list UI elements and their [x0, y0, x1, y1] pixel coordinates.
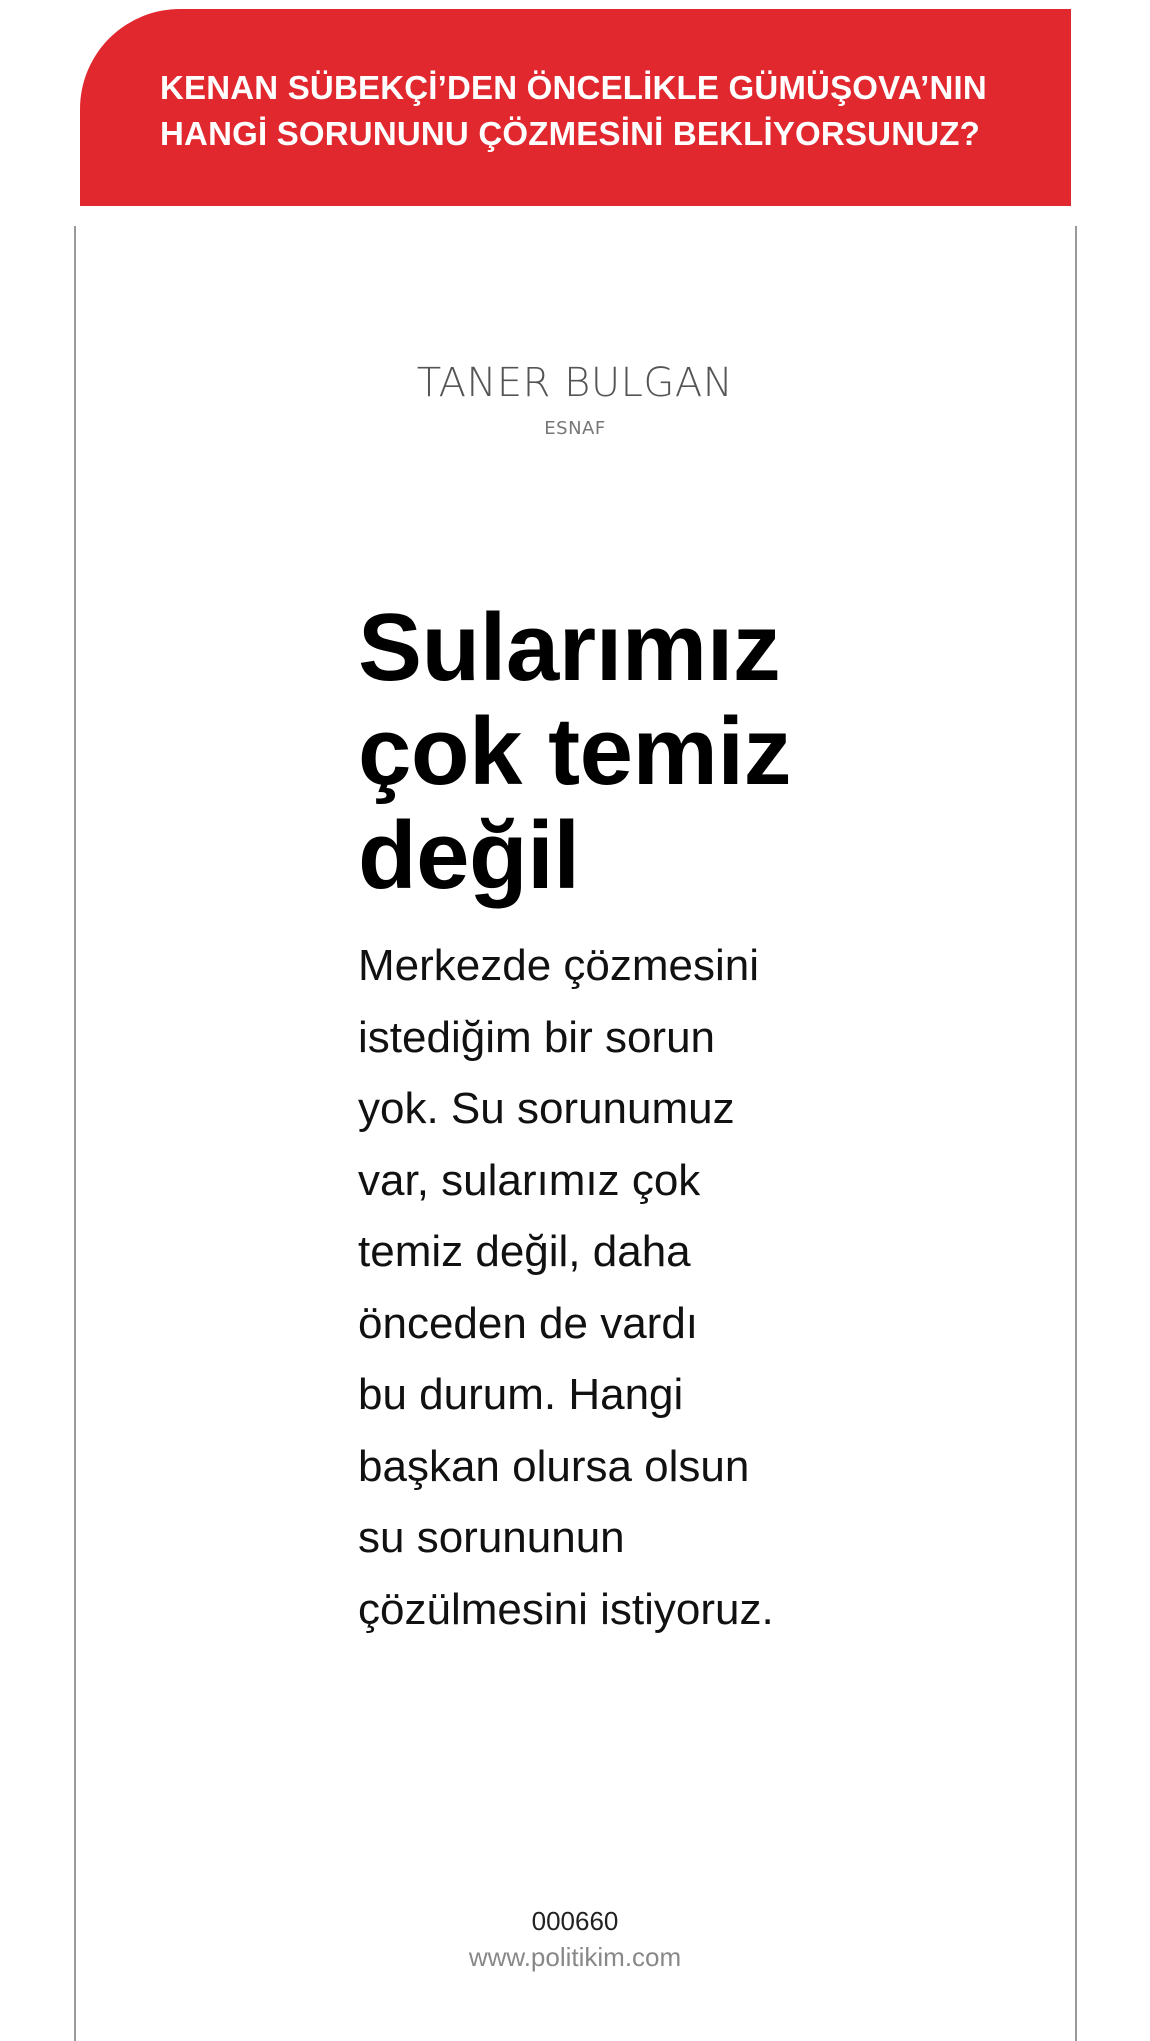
headline-line: değil [358, 802, 580, 909]
header-banner [80, 9, 1071, 206]
body-line: su sorununun [358, 1513, 625, 1562]
body-line: yok. Su sorunumuz [358, 1084, 735, 1133]
body-line: istediğim bir sorun [358, 1012, 716, 1062]
body-line: temiz değil, daha [358, 1227, 691, 1276]
footer-url: www.politikim.com [468, 1942, 682, 1972]
body-line: var, sularımız çok [358, 1155, 701, 1205]
headline-line: çok temiz [358, 698, 791, 805]
person-role: ESNAF [544, 418, 606, 439]
quote-block [358, 596, 818, 1645]
frame-left-border [74, 226, 76, 2041]
body-line: çözülmesini istiyoruz. [358, 1584, 774, 1634]
body-line: önceden de vardı [358, 1298, 699, 1348]
body-line: Merkezde çözmesini [358, 941, 760, 990]
header-question-line-1: KENAN SÜBEKÇİ’DEN ÖNCELİKLE GÜMÜŞOVA’NIN [160, 69, 987, 106]
body-line: bu durum. Hangi [358, 1370, 684, 1419]
quote-headline [358, 596, 818, 908]
footer-code: 000660 [531, 1906, 619, 1936]
header-question-line-2: HANGİ SORUNUNU ÇÖZMESİNİ BEKLİYORSUNUZ? [160, 115, 980, 152]
quote-body [358, 930, 818, 1645]
headline-line: Sularımız [358, 594, 781, 701]
body-line: başkan olursa olsun [358, 1441, 750, 1491]
person-name: TANER BULGAN [416, 360, 734, 406]
frame-right-border [1075, 226, 1077, 2041]
